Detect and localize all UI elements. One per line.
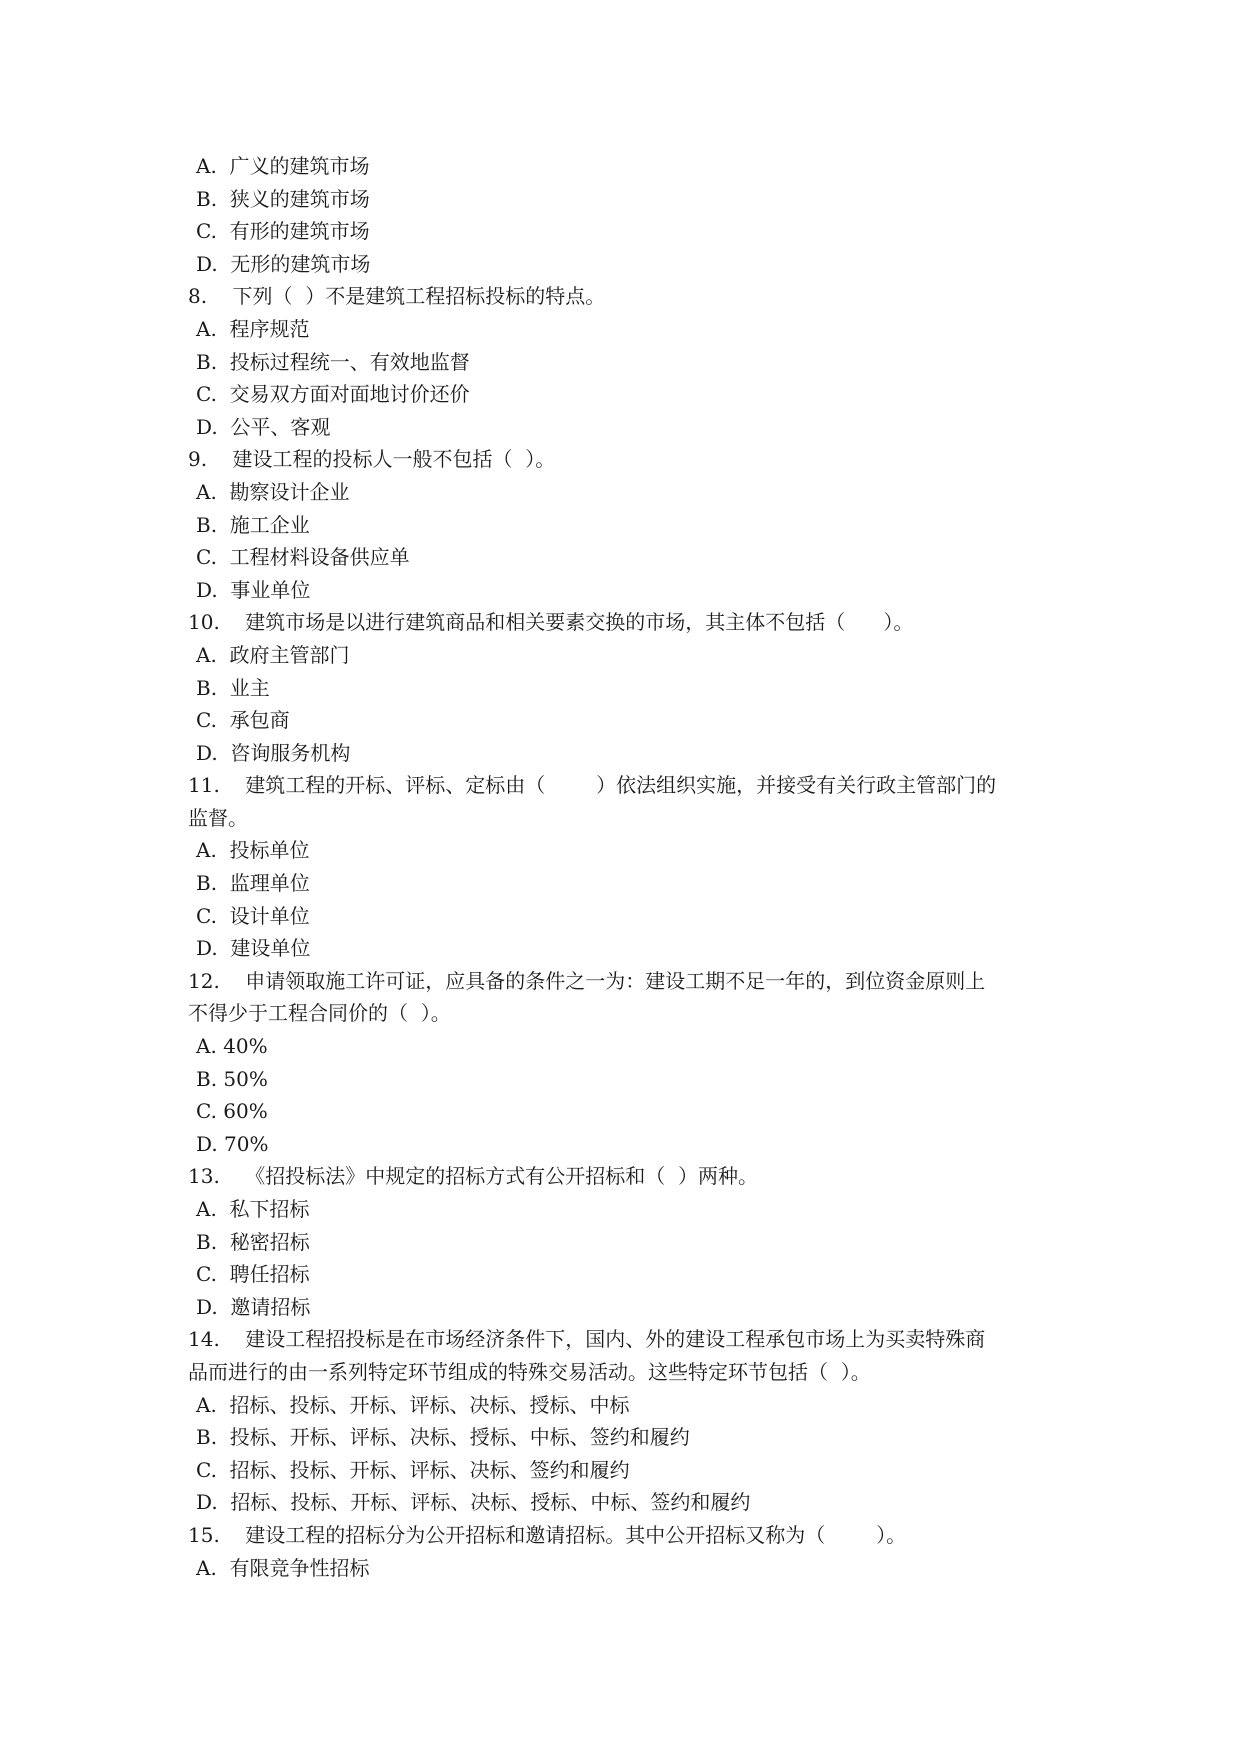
answer-option: A. 有限竞争性招标 — [196, 1555, 370, 1580]
answer-option: A. 广义的建筑市场 — [196, 154, 370, 178]
answer-option: D. 公平、客观 — [196, 414, 331, 439]
question-text: 13. 《招投标法》中规定的招标方式有公开招标和（ ）两种。 — [188, 1164, 758, 1189]
answer-option: C. 60% — [196, 1099, 268, 1124]
answer-option: A. 勘察设计企业 — [196, 479, 350, 504]
question-text: 监督。 — [188, 805, 248, 830]
answer-option: C. 承包商 — [196, 708, 290, 733]
question-text: 10. 建筑市场是以进行建筑商品和相关要素交换的市场，其主体不包括（ ）。 — [188, 610, 914, 635]
document-page — [188, 150, 1068, 1584]
answer-option: C. 设计单位 — [196, 903, 310, 928]
answer-option: B. 狭义的建筑市场 — [196, 186, 370, 211]
answer-option: A. 政府主管部门 — [196, 642, 350, 667]
question-text: 9. 建设工程的投标人一般不包括（ ）。 — [188, 447, 556, 472]
answer-option: A. 投标单位 — [196, 838, 310, 863]
answer-option: B. 投标、开标、评标、决标、授标、中标、签约和履约 — [196, 1425, 690, 1450]
answer-option: A. 程序规范 — [196, 316, 310, 341]
answer-option: C. 交易双方面对面地讨价还价 — [196, 382, 470, 407]
question-text: 不得少于工程合同价的（ ）。 — [188, 1001, 451, 1026]
answer-option: B. 监理单位 — [196, 871, 310, 896]
answer-option: C. 有形的建筑市场 — [196, 219, 370, 244]
answer-option: A. 招标、投标、开标、评标、决标、授标、中标 — [196, 1392, 630, 1417]
answer-option: B. 50% — [196, 1066, 268, 1091]
question-text: 品而进行的由一系列特定环节组成的特殊交易活动。这些特定环节包括（ ）。 — [188, 1359, 871, 1384]
answer-option: B. 业主 — [196, 675, 270, 700]
answer-option: D. 建设单位 — [196, 936, 311, 961]
answer-option: D. 70% — [196, 1131, 269, 1156]
answer-option: A. 40% — [196, 1034, 268, 1059]
answer-option: C. 聘任招标 — [196, 1262, 310, 1287]
answer-option: B. 施工企业 — [196, 512, 310, 537]
answer-option: C. 招标、投标、开标、评标、决标、签约和履约 — [196, 1457, 630, 1482]
question-text: 14. 建设工程招投标是在市场经济条件下，国内、外的建设工程承包市场上为买卖特殊商 — [188, 1327, 986, 1352]
question-text: 11. 建筑工程的开标、评标、定标由（ ）依法组织实施，并接受有关行政主管部门的 — [188, 773, 997, 798]
question-text: 12. 申请领取施工许可证，应具备的条件之一为：建设工期不足一年的，到位资金原则上 — [188, 968, 986, 993]
answer-option: B. 投标过程统一、有效地监督 — [196, 349, 470, 374]
answer-option: D. 事业单位 — [196, 577, 311, 602]
answer-option: D. 邀请招标 — [196, 1294, 311, 1319]
question-text: 15. 建设工程的招标分为公开招标和邀请招标。其中公开招标又称为（ ）。 — [188, 1522, 907, 1547]
answer-option: B. 秘密招标 — [196, 1229, 310, 1254]
answer-option: C. 工程材料设备供应单 — [196, 545, 410, 570]
answer-option: D. 无形的建筑市场 — [196, 251, 371, 276]
question-text: 8. 下列（ ）不是建筑工程招标投标的特点。 — [188, 284, 606, 309]
answer-option: D. 招标、投标、开标、评标、决标、授标、中标、签约和履约 — [196, 1490, 751, 1515]
answer-option: A. 私下招标 — [196, 1197, 310, 1221]
answer-option: D. 咨询服务机构 — [196, 740, 351, 765]
